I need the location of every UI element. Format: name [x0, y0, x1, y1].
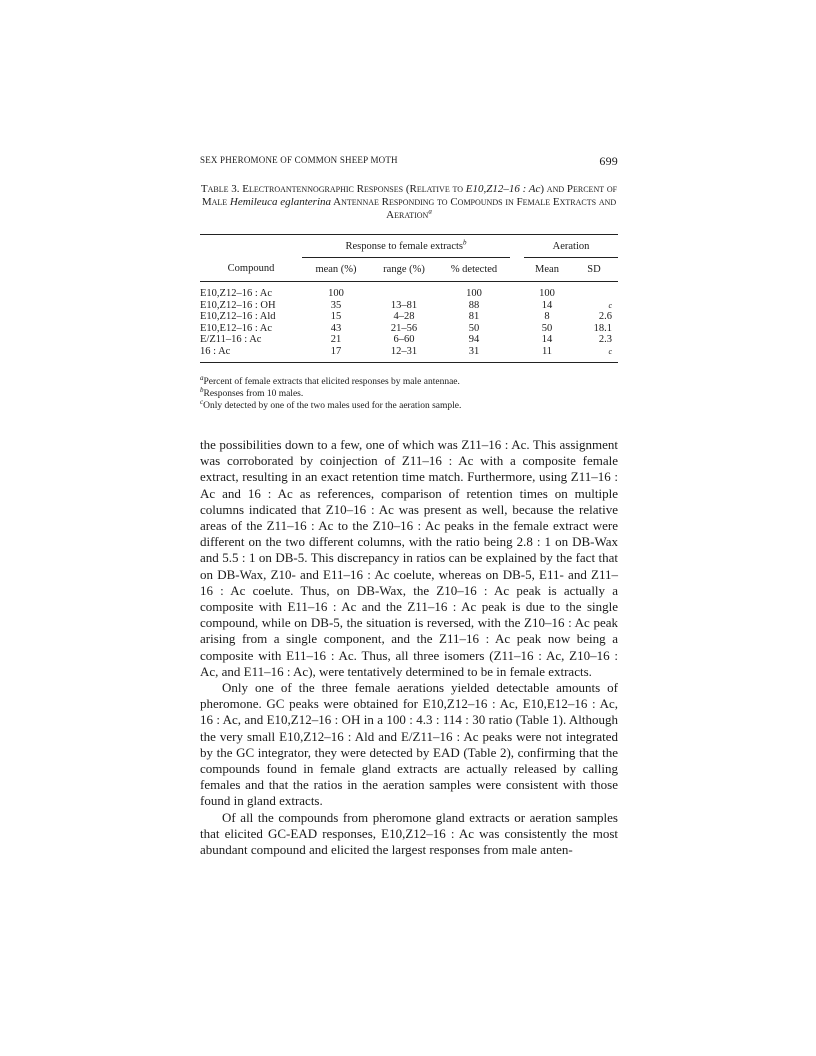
cell-detected: 31 — [468, 345, 480, 357]
cell-aer-mean: 8 — [544, 311, 550, 322]
column-header-mean: mean (%) — [315, 263, 357, 275]
cell-mean: 21 — [330, 334, 342, 345]
page-number: 699 — [599, 154, 618, 168]
table-row — [200, 282, 618, 300]
cell-detected: 81 — [468, 311, 480, 322]
cell-sd: 18.1 — [593, 322, 612, 334]
cell-aer-mean: 14 — [541, 299, 553, 311]
cell-sd — [570, 282, 618, 300]
cell-sd: c — [608, 300, 612, 310]
running-head-title: SEX PHEROMONE OF COMMON SHEEP MOTH — [200, 155, 398, 165]
cell-mean: 43 — [330, 322, 342, 334]
running-head — [200, 154, 618, 168]
cell-compound: E10,E12–16 : Ac — [200, 322, 273, 334]
body-text — [200, 437, 618, 858]
caption-footnote-mark: a — [428, 207, 432, 216]
cell-sd: 2.3 — [598, 334, 612, 345]
response-group-header: Response to female extracts$^b$ — [302, 235, 510, 258]
cell-sd: 2.6 — [598, 311, 612, 322]
cell-mean: 100 — [328, 288, 344, 299]
table-row — [200, 311, 618, 323]
footnote-c: $^c$Only detected by one of the two males used for the aeration sample. — [200, 397, 462, 411]
table-caption — [200, 183, 618, 222]
cell-aer-mean: 14 — [541, 334, 553, 345]
cell-aer-mean: 11 — [541, 345, 553, 357]
column-header-range: range (%) — [383, 263, 425, 275]
cell-range — [370, 282, 438, 300]
table-row — [200, 300, 618, 312]
column-header-detected: % detected — [450, 263, 498, 275]
table-footnotes — [200, 373, 618, 412]
results-table — [200, 234, 618, 363]
cell-mean: 15 — [330, 311, 342, 322]
caption-part-2: ) and Percent of Male — [201, 183, 618, 208]
cell-range: 12–31 — [390, 345, 418, 357]
table-group-header-row — [200, 235, 618, 258]
table-label: Table 3. — [200, 183, 240, 195]
cell-detected: 94 — [468, 334, 480, 345]
cell-sd: c — [608, 346, 612, 356]
cell-compound: 16 : Ac — [200, 345, 231, 357]
table-body — [200, 282, 618, 363]
footnote-b: $^b$Responses from 10 males. — [200, 385, 304, 399]
paragraph-3: Of all the compounds from pheromone gland extracts or aeration samples that elicited GC-EAD responses, E10,Z12–16 : Ac was consistently the most abundant compound and elicited the largest responses from male anten- — [200, 809, 618, 858]
table-row — [200, 346, 618, 363]
column-header-aeration-mean: Mean — [535, 263, 559, 275]
aeration-group-header: Aeration — [524, 235, 618, 258]
cell-range: 21–56 — [390, 322, 418, 334]
footnote-a: $^a$Percent of female extracts that elicited responses by male antennae. — [200, 373, 460, 387]
cell-compound: E10,Z12–16 : OH — [200, 299, 276, 311]
cell-compound: E10,Z12–16 : Ac — [200, 288, 273, 299]
cell-detected: 88 — [468, 299, 480, 311]
cell-compound: E10,Z12–16 : Ald — [200, 311, 276, 322]
cell-mean: 35 — [330, 299, 342, 311]
cell-range: 4–28 — [393, 311, 415, 322]
cell-range: 13–81 — [390, 299, 418, 311]
table-row — [200, 323, 618, 335]
column-header-sd: SD — [587, 263, 601, 275]
cell-detected: 100 — [466, 288, 482, 299]
paragraph-2: Only one of the three female aerations yielded detectable amounts of pheromone. GC peaks were obtained for E10,Z12–16 : Ac, E10,E12–16 : Ac, 16 : Ac, and E10,Z12–16 : OH in a 100 : 4.3 : 114 : 30 ratio (Table 1). Although the very small E10,Z12–16 : Ald and E/Z11–16 : Ac peaks were not integrated by the GC integrator, they were detected by EAD (Table 2), confirming that the compounds found in female gland extracts are actually released by calling females and that the ratios in the aeration samples were consistent with those found in gland extracts. — [200, 680, 618, 809]
cell-range: 6–60 — [393, 334, 415, 345]
response-footnote-mark: b — [463, 238, 467, 247]
paragraph-1: the possibilities down to a few, one of which was Z11–16 : Ac. This assignment was corroborated by coinjection of Z11–16 : Ac with a composite female extract, resulting in an exact retention time match. Furthermore, using Z11–16 : Ac and 16 : Ac as references, comparison of retention times on multiple columns indicated that Z10–16 : Ac was present as well, because the relative areas of the Z11–16 : Ac to the Z10–16 : Ac peaks in the female extract were different on the two different columns, with the ratio being 2.8 : 1 on DB-Wax and 5.5 : 1 on DB-5. This discrepancy in ratios can be explained by the fact that on DB-Wax, Z10- and E11–16 : Ac coelute, whereas on DB-5, E11- and Z11–16 : Ac coelute. Thus, on DB-Wax, the Z10–16 : Ac peak is actually a composite with E11–16 : Ac and the Z11–16 : Ac peak is due to the single compound, while on DB-5, the situation is reversed, with the Z10–16 : Ac peak arising from a single component, and the Z11–16 : Ac peak now being a composite with E11–16 : Ac. Thus, all three isomers (Z11–16 : Ac, Z10–16 : Ac, and E11–16 : Ac), were tentatively determined to be in female extracts. — [200, 437, 618, 679]
cell-aer-mean: 50 — [541, 322, 553, 334]
cell-compound: E/Z11–16 : Ac — [200, 334, 262, 345]
caption-species: Hemileuca eglanterina — [229, 196, 332, 208]
table-row — [200, 334, 618, 346]
cell-aer-mean: 100 — [539, 288, 555, 299]
column-header-compound: Compound — [227, 263, 275, 275]
caption-part-1: Electroantennographic Responses (Relative to — [242, 183, 466, 195]
caption-part-3: Antennae Responding to Compounds in Female Extracts and Aeration — [331, 196, 617, 221]
caption-reference-compound: E10,Z12–16 : Ac — [465, 183, 541, 195]
cell-mean: 17 — [330, 345, 342, 357]
table-column-header-row — [200, 257, 618, 282]
cell-detected: 50 — [468, 322, 480, 334]
